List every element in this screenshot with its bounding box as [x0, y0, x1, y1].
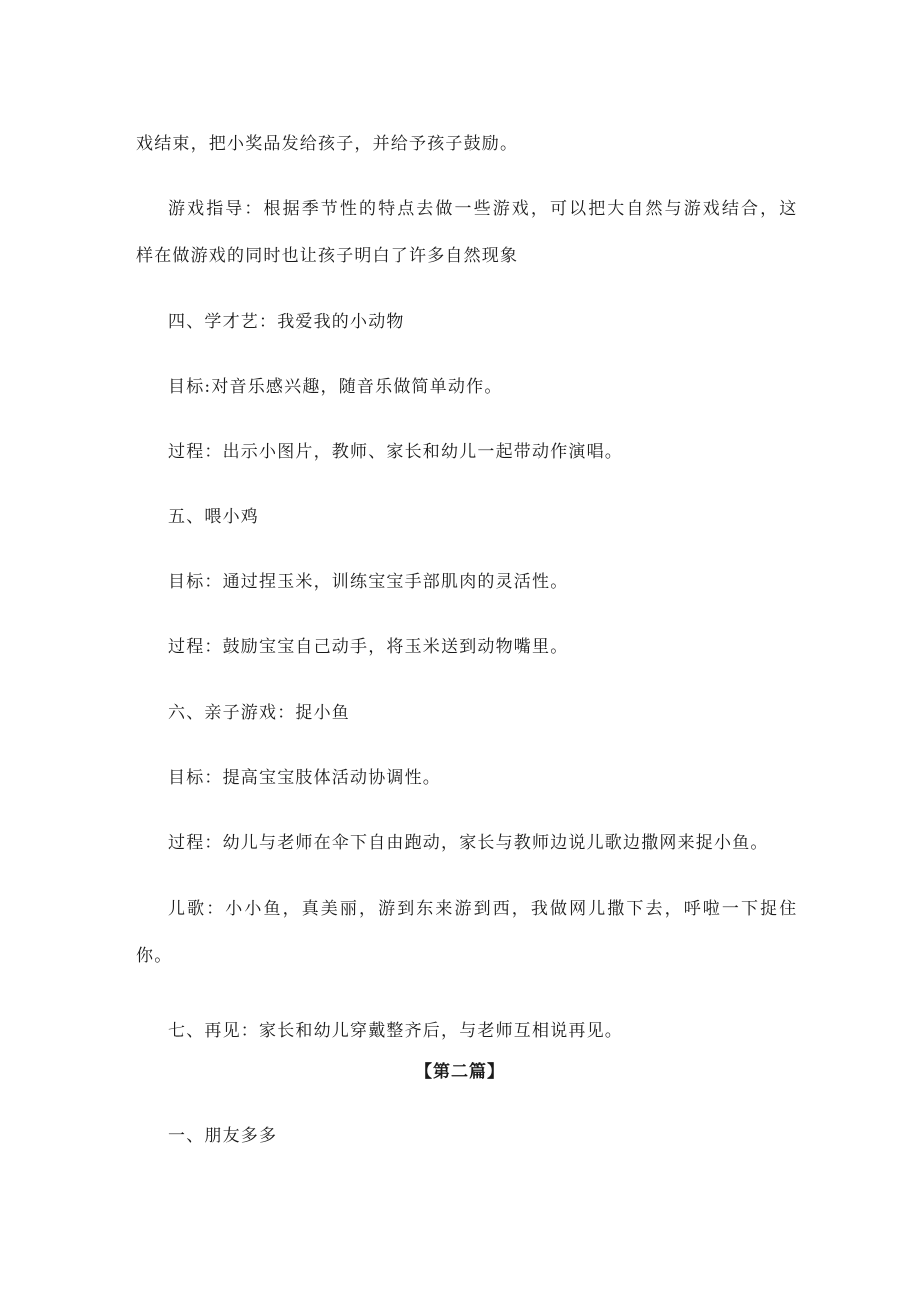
paragraph-line: 你。	[136, 946, 173, 966]
paragraph-line: 戏结束，把小奖品发给孩子，并给予孩子鼓励。	[136, 134, 519, 154]
section-heading: 六、亲子游戏：捉小鱼	[168, 703, 350, 723]
paragraph-line: 样在做游戏的同时也让孩子明白了许多自然现象	[136, 246, 519, 266]
chapter-heading: 【第二篇】	[415, 1062, 505, 1082]
paragraph-line: 目标：提高宝宝肢体活动协调性。	[168, 768, 441, 788]
paragraph-line: 过程：出示小图片，教师、家长和幼儿一起带动作演唱。	[168, 442, 623, 462]
paragraph-line: 目标:对音乐感兴趣，随音乐做简单动作。	[168, 377, 503, 397]
section-heading: 一、朋友多多	[168, 1126, 278, 1146]
paragraph-line: 游戏指导：根据季节性的特点去做一些游戏，可以把大自然与游戏结合，这	[168, 199, 799, 219]
paragraph-line: 儿歌：小小鱼，真美丽，游到东来游到西，我做网儿撒下去，呼啦一下捉住	[168, 899, 799, 919]
section-heading: 七、再见：家长和幼儿穿戴整齐后，与老师互相说再见。	[168, 1021, 623, 1041]
section-heading: 四、学才艺：我爱我的小动物	[168, 312, 405, 332]
paragraph-line: 过程：幼儿与老师在伞下自由跑动，家长与教师边说儿歌边撒网来捉小鱼。	[168, 833, 769, 853]
section-heading: 五、喂小鸡	[168, 507, 259, 527]
paragraph-line: 过程：鼓励宝宝自己动手，将玉米送到动物嘴里。	[168, 637, 569, 657]
paragraph-line: 目标：通过捏玉米，训练宝宝手部肌肉的灵活性。	[168, 572, 569, 592]
